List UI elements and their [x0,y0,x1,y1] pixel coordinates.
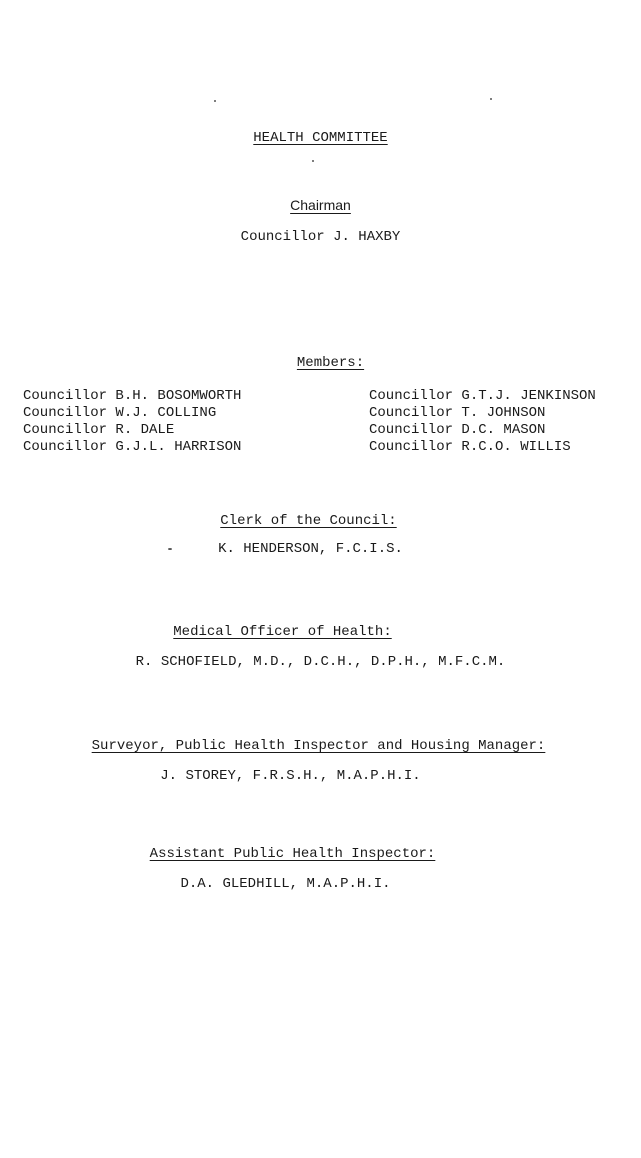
scan-speck [312,160,314,162]
members-heading: Members: [296,355,365,371]
assistant-heading: Assistant Public Health Inspector: [149,846,436,862]
page-title: HEALTH COMMITTEE [253,130,388,146]
surveyor-heading: Surveyor, Public Health Inspector and Housing Manager: [91,738,546,754]
member-name: Councillor G.T.J. JENKINSON [369,388,596,404]
clerk-heading: Clerk of the Council: [220,513,397,529]
member-name: Councillor B.H. BOSOMWORTH [23,388,242,404]
members-left-column [23,388,241,456]
scan-speck [168,548,172,550]
member-name: Councillor G.J.L. HARRISON [23,439,242,455]
scan-speck [490,98,492,100]
member-name: Councillor R.C.O. WILLIS [369,439,571,455]
member-name: Councillor D.C. MASON [369,422,546,438]
surveyor-name: J. STOREY, F.R.S.H., M.A.P.H.I. [160,768,421,784]
medical-officer-name: R. SCHOFIELD, M.D., D.C.H., D.P.H., M.F.C.M. [135,654,506,670]
chairman-heading: Chairman [290,197,351,213]
member-name: Councillor R. DALE [23,422,175,438]
medical-officer-heading: Medical Officer of Health: [173,624,392,640]
members-right-column [369,388,596,456]
clerk-name: K. HENDERSON, F.C.I.S. [218,541,403,557]
member-name: Councillor W.J. COLLING [23,405,217,421]
scan-speck [214,100,216,102]
member-name: Councillor T. JOHNSON [369,405,546,421]
chairman-name: Councillor J. HAXBY [240,229,401,245]
assistant-name: D.A. GLEDHILL, M.A.P.H.I. [180,876,391,892]
